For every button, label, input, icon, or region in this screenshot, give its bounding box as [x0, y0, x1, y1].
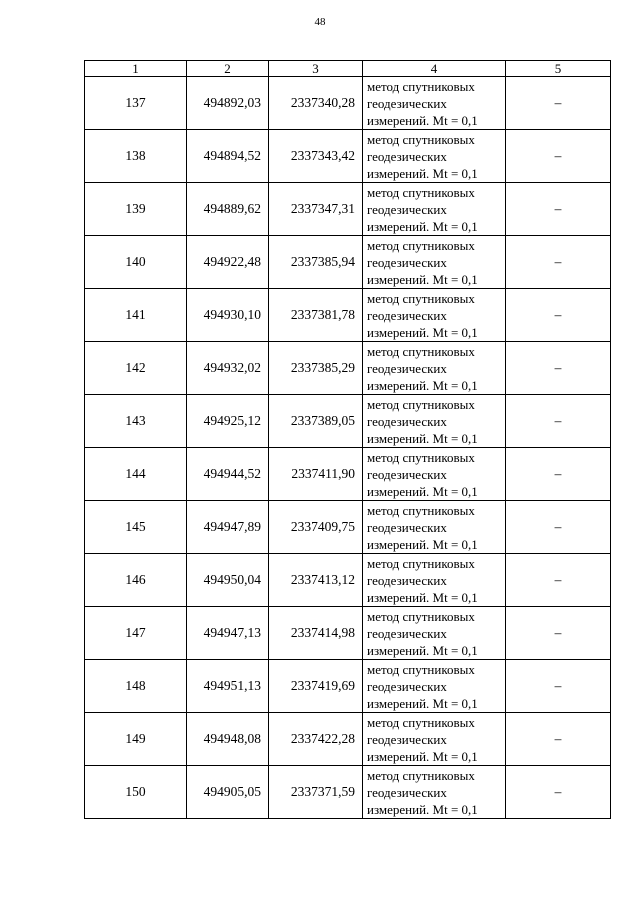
note-cell: –: [506, 660, 611, 713]
note-cell: –: [506, 607, 611, 660]
x-coordinate-cell: 494925,12: [187, 395, 269, 448]
point-number-cell: 148: [85, 660, 187, 713]
table-body: [85, 77, 611, 819]
method-line: метод спутниковых: [367, 714, 475, 730]
y-coordinate-cell: 2337419,69: [269, 660, 363, 713]
method-line: геодезических: [367, 625, 447, 641]
note-cell: –: [506, 713, 611, 766]
point-number-cell: 150: [85, 766, 187, 819]
method-line: метод спутниковых: [367, 290, 475, 306]
y-coordinate-cell: 2337385,94: [269, 236, 363, 289]
method-line: геодезических: [367, 466, 447, 482]
point-number-cell: 142: [85, 342, 187, 395]
header-col-5: 5: [506, 61, 611, 77]
table-row: [85, 77, 611, 130]
point-number-cell: 140: [85, 236, 187, 289]
y-coordinate-cell: 2337422,28: [269, 713, 363, 766]
point-number-cell: 137: [85, 77, 187, 130]
point-number-cell: 144: [85, 448, 187, 501]
note-cell: –: [506, 448, 611, 501]
note-cell: –: [506, 77, 611, 130]
x-coordinate-cell: 494892,03: [187, 77, 269, 130]
y-coordinate-cell: 2337413,12: [269, 554, 363, 607]
x-coordinate-cell: 494922,48: [187, 236, 269, 289]
method-cell: [363, 660, 506, 713]
y-coordinate-cell: 2337371,59: [269, 766, 363, 819]
method-line: измерений. Mt = 0,1: [367, 748, 478, 764]
x-coordinate-cell: 494947,89: [187, 501, 269, 554]
coordinates-table: [84, 60, 611, 819]
x-coordinate-cell: 494948,08: [187, 713, 269, 766]
method-line: геодезических: [367, 307, 447, 323]
method-line: метод спутниковых: [367, 555, 475, 571]
note-cell: –: [506, 289, 611, 342]
table-row: [85, 607, 611, 660]
y-coordinate-cell: 2337347,31: [269, 183, 363, 236]
y-coordinate-cell: 2337389,05: [269, 395, 363, 448]
point-number-cell: 147: [85, 607, 187, 660]
method-line: измерений. Mt = 0,1: [367, 324, 478, 340]
note-cell: –: [506, 342, 611, 395]
method-cell: [363, 289, 506, 342]
method-cell: [363, 183, 506, 236]
y-coordinate-cell: 2337340,28: [269, 77, 363, 130]
header-row: [85, 61, 611, 77]
method-line: геодезических: [367, 519, 447, 535]
method-line: метод спутниковых: [367, 767, 475, 783]
x-coordinate-cell: 494905,05: [187, 766, 269, 819]
header-col-3: 3: [269, 61, 363, 77]
method-line: измерений. Mt = 0,1: [367, 483, 478, 499]
x-coordinate-cell: 494889,62: [187, 183, 269, 236]
method-cell: [363, 77, 506, 130]
method-line: метод спутниковых: [367, 502, 475, 518]
table-row: [85, 289, 611, 342]
method-line: измерений. Mt = 0,1: [367, 430, 478, 446]
x-coordinate-cell: 494894,52: [187, 130, 269, 183]
point-number-cell: 146: [85, 554, 187, 607]
method-cell: [363, 448, 506, 501]
note-cell: –: [506, 554, 611, 607]
method-line: геодезических: [367, 148, 447, 164]
x-coordinate-cell: 494944,52: [187, 448, 269, 501]
table-row: [85, 236, 611, 289]
y-coordinate-cell: 2337409,75: [269, 501, 363, 554]
point-number-cell: 139: [85, 183, 187, 236]
table-row: [85, 766, 611, 819]
header-col-4: 4: [363, 61, 506, 77]
table-row: [85, 554, 611, 607]
note-cell: –: [506, 766, 611, 819]
method-line: метод спутниковых: [367, 237, 475, 253]
method-line: геодезических: [367, 572, 447, 588]
method-line: метод спутниковых: [367, 343, 475, 359]
method-line: измерений. Mt = 0,1: [367, 642, 478, 658]
method-line: геодезических: [367, 360, 447, 376]
method-line: геодезических: [367, 784, 447, 800]
method-line: метод спутниковых: [367, 78, 475, 94]
y-coordinate-cell: 2337343,42: [269, 130, 363, 183]
y-coordinate-cell: 2337414,98: [269, 607, 363, 660]
method-cell: [363, 395, 506, 448]
method-line: измерений. Mt = 0,1: [367, 801, 478, 817]
method-line: измерений. Mt = 0,1: [367, 112, 478, 128]
header-col-2: 2: [187, 61, 269, 77]
header-col-1: 1: [85, 61, 187, 77]
method-line: метод спутниковых: [367, 184, 475, 200]
method-line: метод спутниковых: [367, 131, 475, 147]
method-cell: [363, 130, 506, 183]
method-cell: [363, 554, 506, 607]
method-line: измерений. Mt = 0,1: [367, 218, 478, 234]
page-number: 48: [314, 16, 326, 28]
table-row: [85, 342, 611, 395]
method-cell: [363, 342, 506, 395]
table-row: [85, 395, 611, 448]
point-number-cell: 149: [85, 713, 187, 766]
note-cell: –: [506, 501, 611, 554]
point-number-cell: 143: [85, 395, 187, 448]
note-cell: –: [506, 130, 611, 183]
x-coordinate-cell: 494932,02: [187, 342, 269, 395]
table-row: [85, 448, 611, 501]
table-row: [85, 660, 611, 713]
table-row: [85, 501, 611, 554]
method-cell: [363, 713, 506, 766]
method-line: измерений. Mt = 0,1: [367, 589, 478, 605]
x-coordinate-cell: 494950,04: [187, 554, 269, 607]
method-line: геодезических: [367, 254, 447, 270]
note-cell: –: [506, 395, 611, 448]
method-line: измерений. Mt = 0,1: [367, 536, 478, 552]
x-coordinate-cell: 494930,10: [187, 289, 269, 342]
point-number-cell: 141: [85, 289, 187, 342]
y-coordinate-cell: 2337381,78: [269, 289, 363, 342]
x-coordinate-cell: 494951,13: [187, 660, 269, 713]
table-row: [85, 713, 611, 766]
method-line: измерений. Mt = 0,1: [367, 695, 478, 711]
x-coordinate-cell: 494947,13: [187, 607, 269, 660]
method-line: измерений. Mt = 0,1: [367, 377, 478, 393]
point-number-cell: 138: [85, 130, 187, 183]
method-cell: [363, 766, 506, 819]
y-coordinate-cell: 2337411,90: [269, 448, 363, 501]
method-line: метод спутниковых: [367, 608, 475, 624]
table-header: [85, 61, 611, 77]
method-line: измерений. Mt = 0,1: [367, 271, 478, 287]
method-cell: [363, 607, 506, 660]
method-line: метод спутниковых: [367, 661, 475, 677]
method-cell: [363, 501, 506, 554]
note-cell: –: [506, 236, 611, 289]
note-cell: –: [506, 183, 611, 236]
method-line: метод спутниковых: [367, 449, 475, 465]
method-line: геодезических: [367, 731, 447, 747]
method-line: измерений. Mt = 0,1: [367, 165, 478, 181]
method-line: геодезических: [367, 678, 447, 694]
point-number-cell: 145: [85, 501, 187, 554]
table-row: [85, 130, 611, 183]
method-line: геодезических: [367, 413, 447, 429]
method-line: геодезических: [367, 201, 447, 217]
y-coordinate-cell: 2337385,29: [269, 342, 363, 395]
method-cell: [363, 236, 506, 289]
method-line: метод спутниковых: [367, 396, 475, 412]
table-row: [85, 183, 611, 236]
method-line: геодезических: [367, 95, 447, 111]
